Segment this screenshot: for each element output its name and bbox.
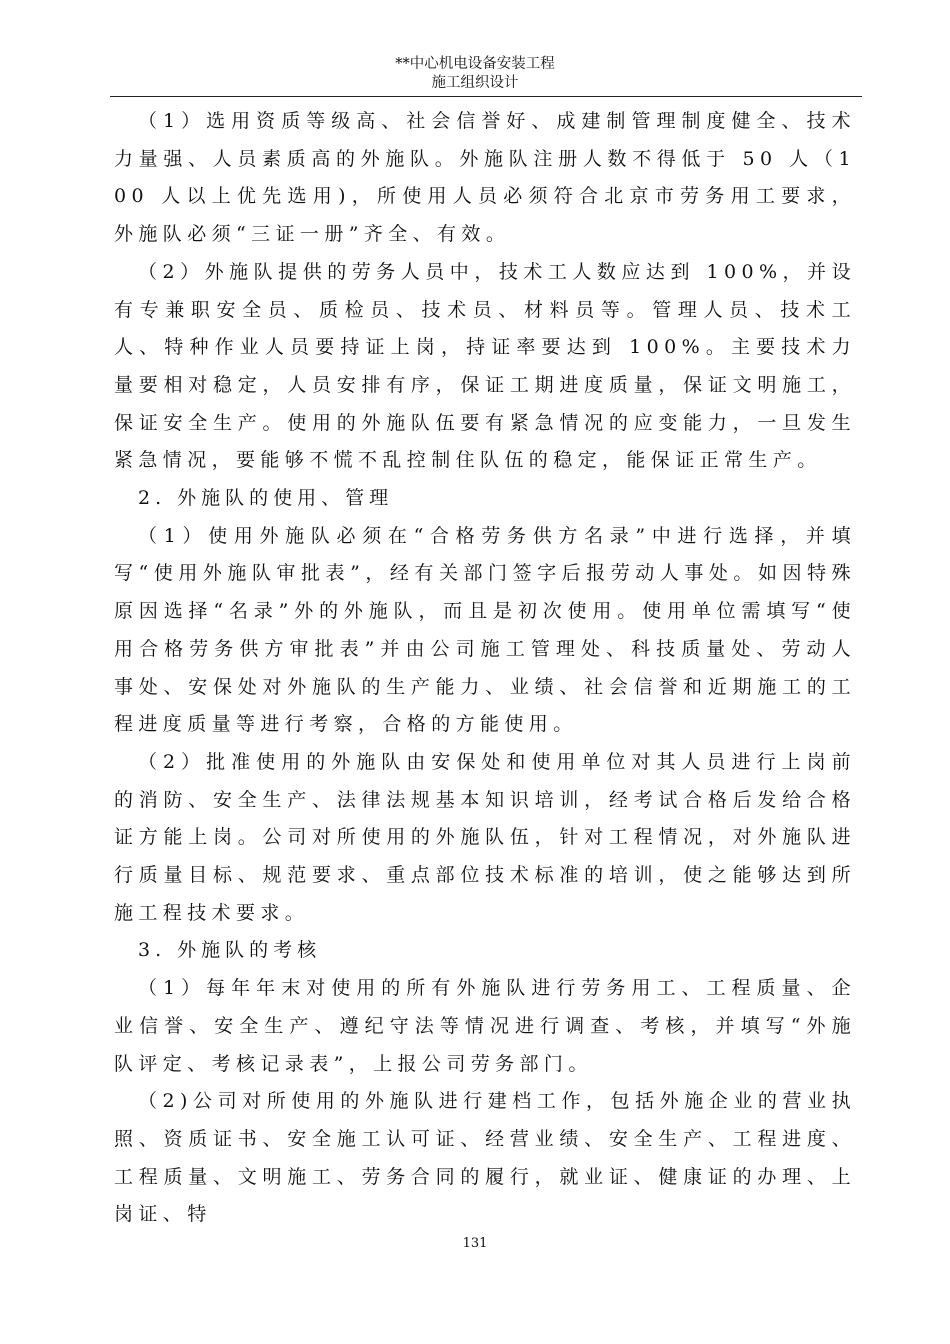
page-footer [0, 1236, 950, 1251]
paragraph-4: （2）批准使用的外施队由安保处和使用单位对其人员进行上岗前的消防、安全生产、法律法规基本知识培训，经考试合格后发给合格证方能上岗。公司对所使用的外施队伍，针对工程情况，对外施队进行质量目标、规范要求、重点部位技术标准的培训，使之能够达到所施工程技术要求。 [114, 750, 856, 924]
header-project-title: **中心机电设备安装工程 [395, 56, 555, 72]
header-document-title: 施工组织设计 [431, 75, 519, 91]
page-number: 131 [462, 1236, 488, 1251]
page-header [0, 55, 950, 93]
header-rule [110, 96, 862, 97]
document-body [114, 103, 856, 1234]
paragraph-6: （2)公司对所使用的外施队进行建档工作，包括外施企业的营业执照、资质证书、安全施工认可证、经营业绩、安全生产、工程进度、工程质量、文明施工、劳务合同的履行，就业证、健康证的办理、上岗证、特 [114, 1090, 856, 1226]
paragraph-1: （1）选用资质等级高、社会信誉好、成建制管理制度健全、技术力量强、人员素质高的外施队。外施队注册人数不得低于 50 人（100 人以上优先选用)，所使用人员必须符合北京市劳务用工要求，外施队必须“三证一册”齐全、有效。 [114, 110, 856, 246]
section-heading-2: 2. 外施队的使用、管理 [138, 487, 394, 510]
paragraph-5: （1）每年年末对使用的所有外施队进行劳务用工、工程质量、企业信誉、安全生产、遵纪守法等情况进行调查、考核，并填写“外施队评定、考核记录表”，上报公司劳务部门。 [114, 977, 856, 1075]
section-heading-3: 3. 外施队的考核 [138, 939, 322, 962]
paragraph-3: （1）使用外施队必须在“合格劳务供方名录”中进行选择，并填写“使用外施队审批表”，经有关部门签字后报劳动人事处。如因特殊原因选择“名录”外的外施队，而且是初次使用。使用单位需填写“使用合格劳务供方审批表”并由公司施工管理处、科技质量处、劳动人事处、安保处对外施队的生产能力、业绩、社会信誉和近期施工的工程进度质量等进行考察，合格的方能使用。 [114, 524, 856, 736]
paragraph-2: （2）外施队提供的劳务人员中，技术工人数应达到 100%，并设有专兼职安全员、质检员、技术员、材料员等。管理人员、技术工人、特种作业人员要持证上岗，持证率要达到 100%。主要技术力量要相对稳定，人员安排有序，保证工期进度质量，保证文明施工，保证安全生产。使用的外施队伍要有紧急情况的应变能力，一旦发生紧急情况，要能够不慌不乱控制住队伍的稳定，能保证正常生产。 [114, 260, 856, 472]
